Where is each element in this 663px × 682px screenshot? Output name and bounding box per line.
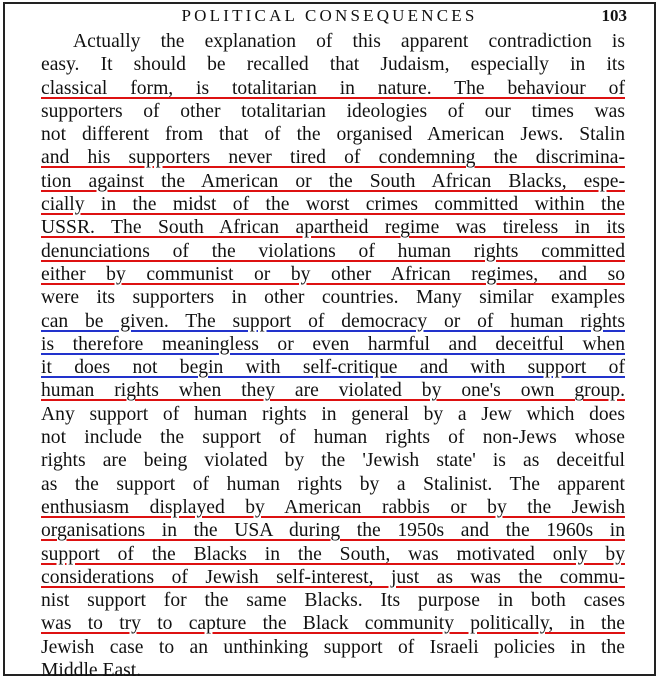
text-line: denunciations of the violations of human rights committed <box>41 240 625 262</box>
text-line: easy. It should be recalled that Judaism, especially in its <box>41 54 625 76</box>
text-line: considerations of Jewish self-interest, just as was the commu- <box>41 566 625 588</box>
text-line: Any support of human rights in general by a Jew which does <box>41 403 625 425</box>
text-line: can be given. The support of democracy or of human rights <box>41 310 625 332</box>
text-line: Actually the explanation of this apparent contradiction is <box>73 31 625 52</box>
text-line: organisations in the USA during the 1950s and the 1960s in <box>41 520 625 542</box>
text-line: either by communist or by other African regimes, and so <box>41 263 625 285</box>
text-line: nist support for the same Blacks. Its purpose in both cases <box>41 590 625 612</box>
book-page <box>3 2 656 682</box>
text-line: rights are being violated by the 'Jewish state' is as deceitful <box>41 450 625 472</box>
running-title: POLITICAL CONSEQUENCES <box>181 6 478 25</box>
body-text <box>41 30 625 682</box>
text-line: human rights when they are violated by one's own group. <box>41 380 625 402</box>
text-line: classical form, is totalitarian in nature. The behaviour of <box>41 77 625 99</box>
text-line: Middle East. <box>41 660 142 682</box>
text-line: and his supporters never tired of condemning the discrimina- <box>41 147 625 169</box>
text-line: was to try to capture the Black community politically, in the <box>41 613 625 635</box>
text-line: is therefore meaningless or even harmful and deceitful when <box>41 333 625 355</box>
page-header <box>5 6 654 30</box>
text-line: supporters of other totalitarian ideologies of our times was <box>41 100 625 122</box>
text-line: enthusiasm displayed by American rabbis or by the Jewish <box>41 496 625 518</box>
text-line: tion against the American or the South African Blacks, espe- <box>41 170 625 192</box>
text-line: as the support of human rights by a Stalinist. The apparent <box>41 473 625 495</box>
text-line: not include the support of human rights of non-Jews whose <box>41 427 625 449</box>
text-line: not different from that of the organised American Jews. Stalin <box>41 124 625 146</box>
text-line: were its supporters in other countries. Many similar examples <box>41 287 625 309</box>
text-line: cially in the midst of the worst crimes committed within the <box>41 194 625 216</box>
text-line: it does not begin with self-critique and with support of <box>41 357 625 379</box>
text-line: USSR. The South African apartheid regime was tireless in its <box>41 217 625 239</box>
text-line: support of the Blacks in the South, was motivated only by <box>41 543 625 565</box>
text-line: Jewish case to an unthinking support of Israeli policies in the <box>41 636 625 658</box>
page-number: 103 <box>601 6 627 25</box>
